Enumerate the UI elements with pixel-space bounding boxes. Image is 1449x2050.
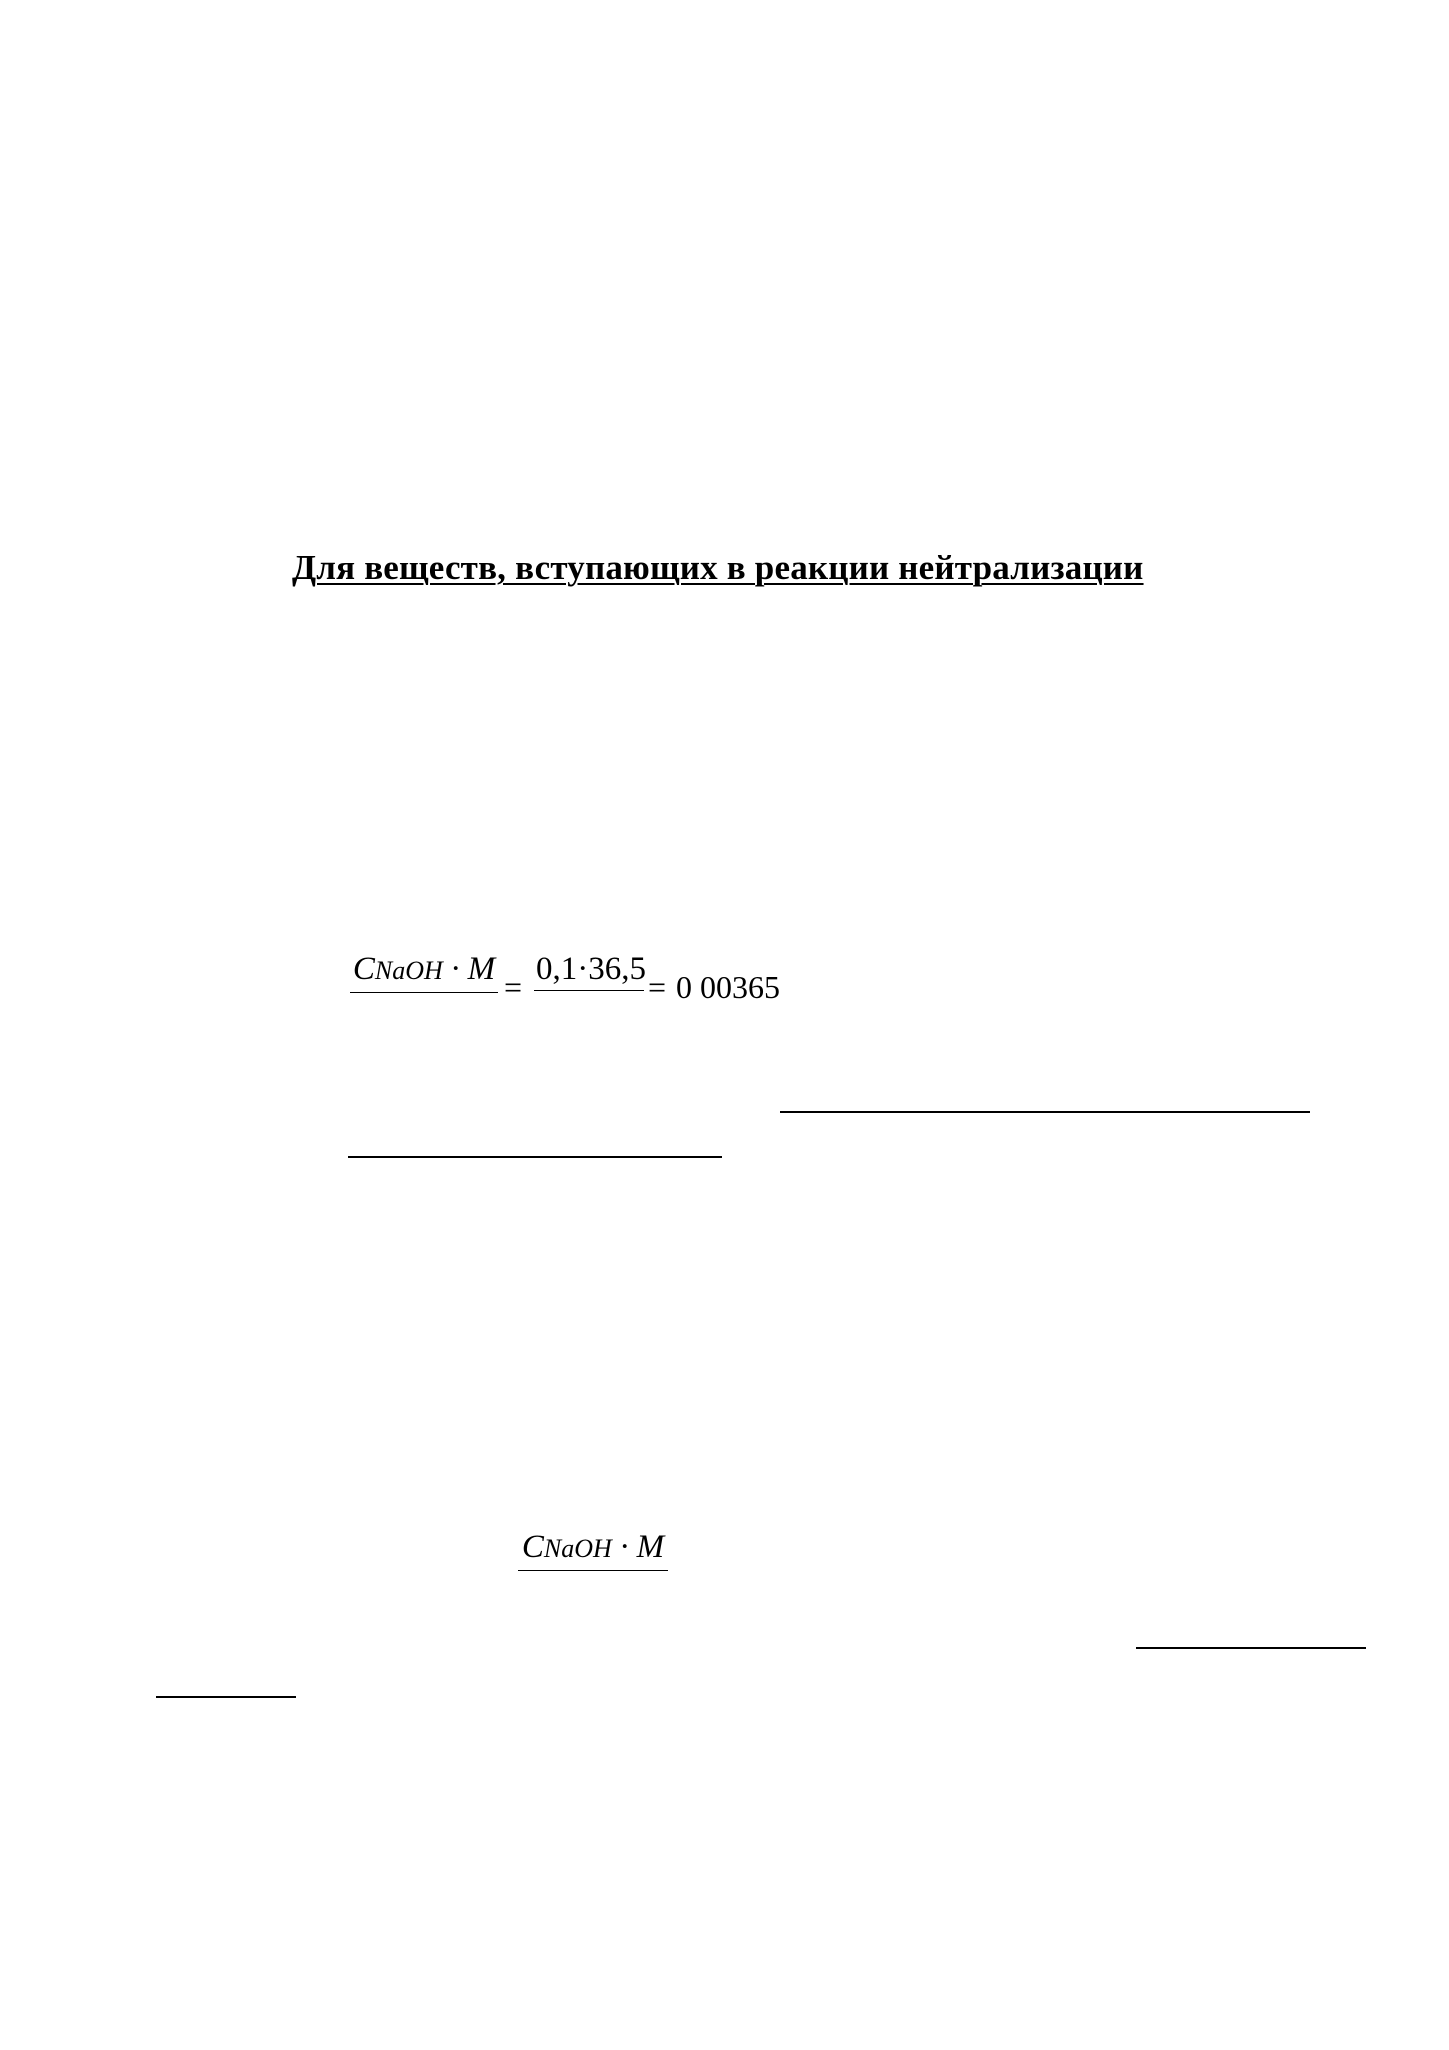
- blank-line-1: [780, 1111, 1310, 1113]
- formula-1-fraction-bar: [350, 992, 498, 993]
- formula-1-numeric-fraction: [534, 950, 644, 991]
- blank-line-3: [1136, 1647, 1366, 1649]
- formula-2-fraction: [518, 1528, 668, 1571]
- formula-2-numerator: [518, 1528, 668, 1570]
- formula-2-subscript: NaOH: [543, 1534, 612, 1563]
- formula-1-equals-1: =: [504, 969, 523, 1005]
- formula-2-dot-m: · M: [611, 1529, 665, 1565]
- formula-2-c: C: [521, 1529, 544, 1565]
- formula-1-fraction: [350, 950, 498, 993]
- formula-2-fraction-bar: [518, 1570, 668, 1571]
- section-heading: Для веществ, вступающих в реакции нейтрализации: [292, 548, 1144, 587]
- blank-line-4: [156, 1696, 296, 1698]
- blank-line-2: [348, 1156, 722, 1158]
- formula-1-subscript: NaOH: [374, 956, 443, 985]
- formula-1-numeric-bar: [534, 990, 644, 991]
- formula-1-dot-m: · M: [442, 951, 496, 987]
- formula-1-c: C: [352, 951, 375, 987]
- formula-1-numeric-numerator: 0,1·36,5: [536, 951, 646, 987]
- formula-1-result: 0 00365: [676, 969, 780, 1005]
- formula-1-numerator: [350, 950, 498, 992]
- formula-1-equals-2: =: [648, 969, 667, 1005]
